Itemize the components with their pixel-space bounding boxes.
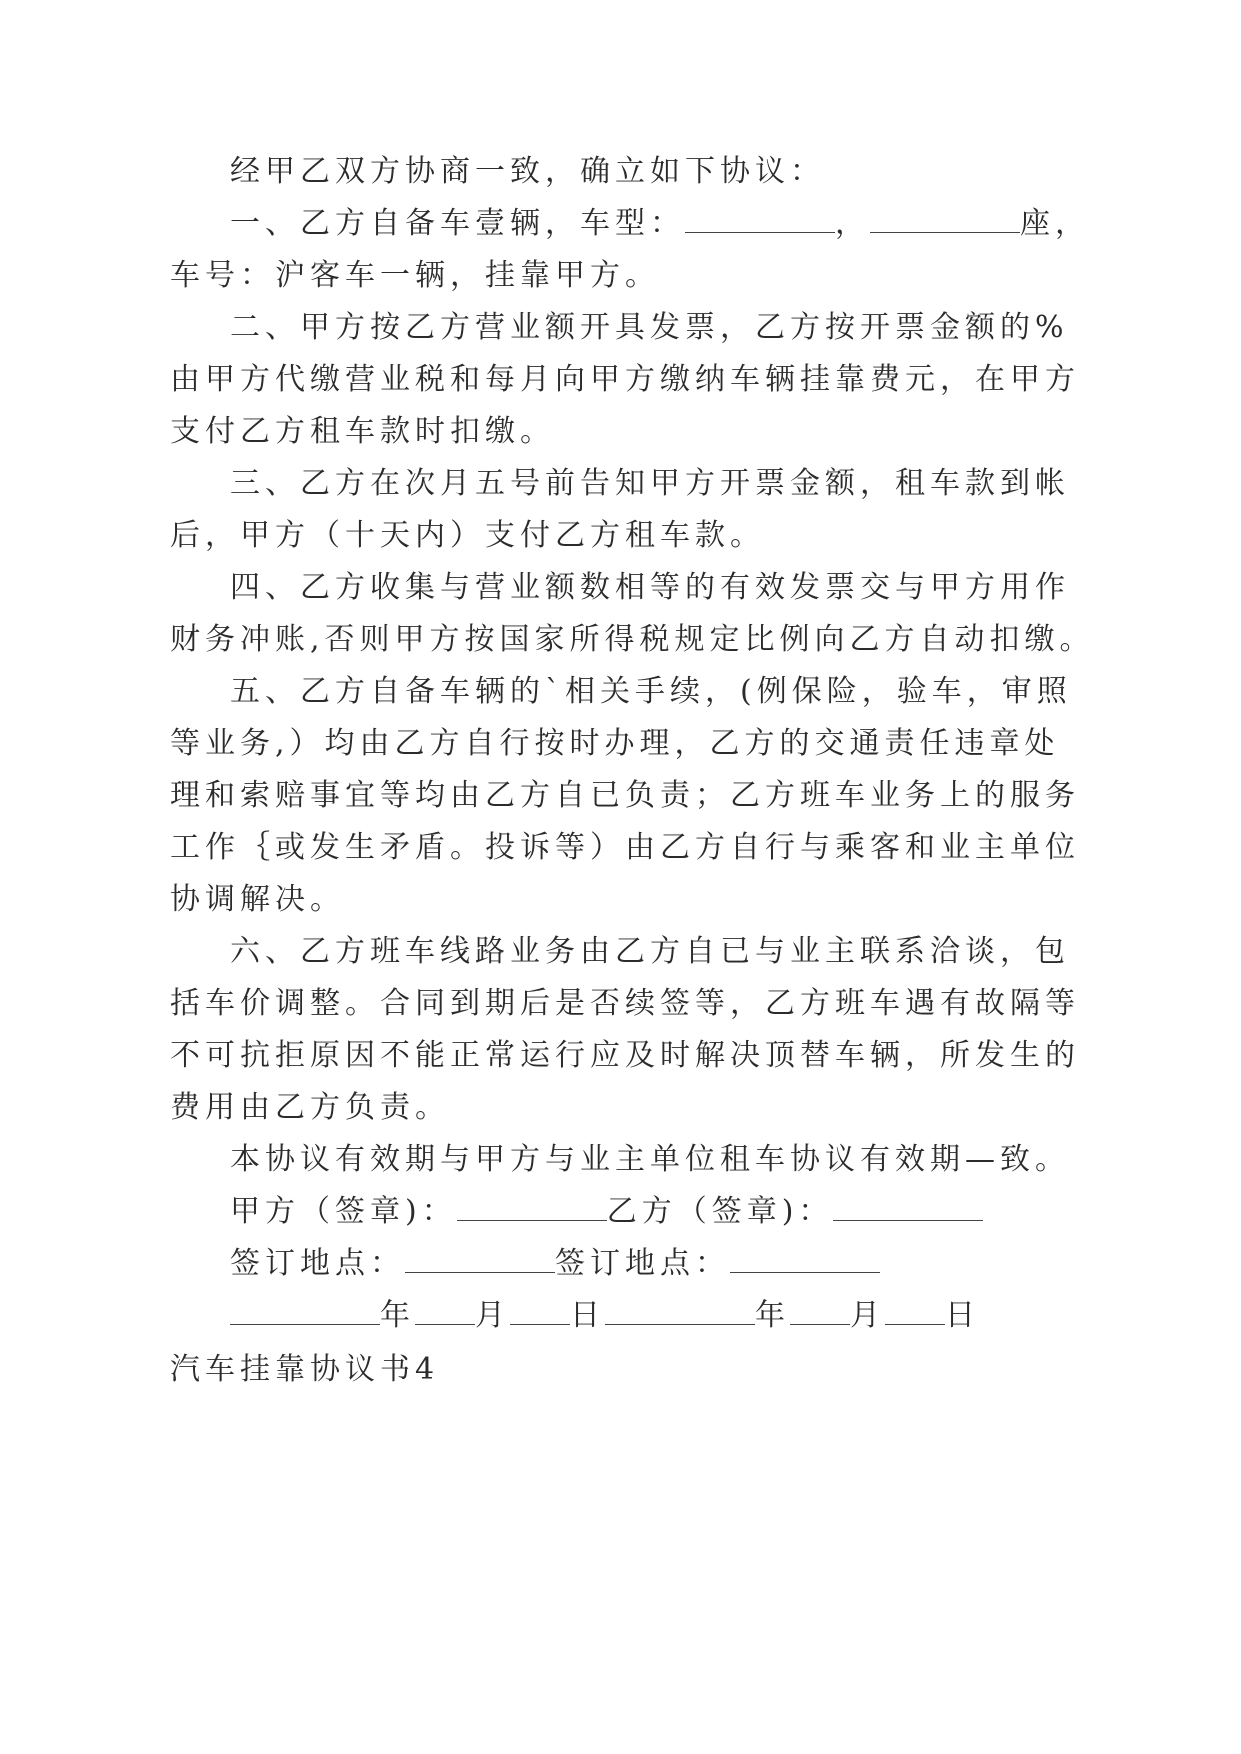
clause-2-line-1: 二、甲方按乙方营业额开具发票，乙方按开票金额的% — [230, 310, 1069, 345]
party-a-year-blank — [230, 1298, 380, 1325]
clause-5-line-5: 协调解决。 — [170, 882, 345, 917]
signature-line — [230, 1192, 983, 1232]
party-b-day-blank — [885, 1298, 945, 1325]
clause-5-line-2: 等业务,）均由乙方自行按时办理，乙方的交通责任违章处 — [170, 726, 1060, 761]
clause-4-line-2: 财务冲账,否则甲方按国家所得税规定比例向乙方自动扣缴。 — [170, 622, 1095, 657]
party-a-month-blank — [415, 1298, 475, 1325]
party-b-signature-blank — [833, 1194, 983, 1221]
intro-paragraph: 经甲乙双方协商一致，确立如下协议： — [230, 154, 825, 189]
party-b-month-label: 月 — [850, 1298, 885, 1333]
signing-place-line — [230, 1244, 880, 1284]
clause-5-line-3: 理和索赔事宜等均由乙方自已负责；乙方班车业务上的服务 — [170, 778, 1080, 813]
seat-count-blank — [870, 206, 1020, 233]
clause-6-line-1: 六、乙方班车线路业务由乙方自已与业主联系洽谈，包 — [230, 934, 1070, 969]
next-document-title: 汽车挂靠协议书4 — [170, 1352, 440, 1387]
date-line — [230, 1296, 980, 1336]
party-a-day-label: 日 — [570, 1298, 605, 1333]
clause-3-line-1: 三、乙方在次月五号前告知甲方开票金额，租车款到帐 — [230, 466, 1070, 501]
clause-2-line-2: 由甲方代缴营业税和每月向甲方缴纳车辆挂靠费元，在甲方 — [170, 362, 1080, 397]
party-a-month-label: 月 — [475, 1298, 510, 1333]
clause-2-line-3: 支付乙方租车款时扣缴。 — [170, 414, 555, 449]
clause-6-line-3: 不可抗拒原因不能正常运行应及时解决顶替车辆，所发生的 — [170, 1038, 1080, 1073]
clause-6-line-2: 括车价调整。合同到期后是否续签等，乙方班车遇有故隔等 — [170, 986, 1080, 1021]
party-b-year-label: 年 — [755, 1298, 790, 1333]
clause-6-line-4: 费用由乙方负责。 — [170, 1090, 450, 1125]
clause-5-line-4: 工作｛或发生矛盾。投诉等）由乙方自行与乘客和业主单位 — [170, 830, 1080, 865]
clause-4-line-1: 四、乙方收集与营业额数相等的有效发票交与甲方用作 — [230, 570, 1070, 605]
validity-paragraph: 本协议有效期与甲方与业主单位租车协议有效期—致。 — [230, 1142, 1070, 1177]
party-b-place-blank — [730, 1246, 880, 1273]
party-b-signature-label: 乙方（签章)： — [606, 1194, 834, 1229]
party-a-signature-blank — [457, 1194, 607, 1221]
party-b-month-blank — [790, 1298, 850, 1325]
party-a-year-label: 年 — [380, 1298, 415, 1333]
party-a-place-blank — [405, 1246, 555, 1273]
clause-1-line-1 — [230, 204, 1090, 244]
party-a-place-label: 签订地点： — [230, 1246, 405, 1281]
clause-1-separator: ， — [835, 206, 870, 241]
party-b-year-blank — [605, 1298, 755, 1325]
party-b-day-label: 日 — [945, 1298, 980, 1333]
clause-3-line-2: 后，甲方（十天内）支付乙方租车款。 — [170, 518, 765, 553]
party-a-signature-label: 甲方（签章)： — [230, 1194, 457, 1229]
clause-1-seat-label: 座， — [1020, 206, 1090, 241]
clause-1-prefix: 一、乙方自备车壹辆，车型： — [230, 206, 685, 241]
party-b-place-label: 签订地点： — [555, 1246, 730, 1281]
vehicle-model-blank — [685, 206, 835, 233]
clause-1-line-2: 车号：沪客车一辆，挂靠甲方。 — [170, 258, 660, 293]
party-a-day-blank — [510, 1298, 570, 1325]
clause-5-line-1: 五、乙方自备车辆的`相关手续，(例保险，验车，审照 — [230, 674, 1072, 709]
